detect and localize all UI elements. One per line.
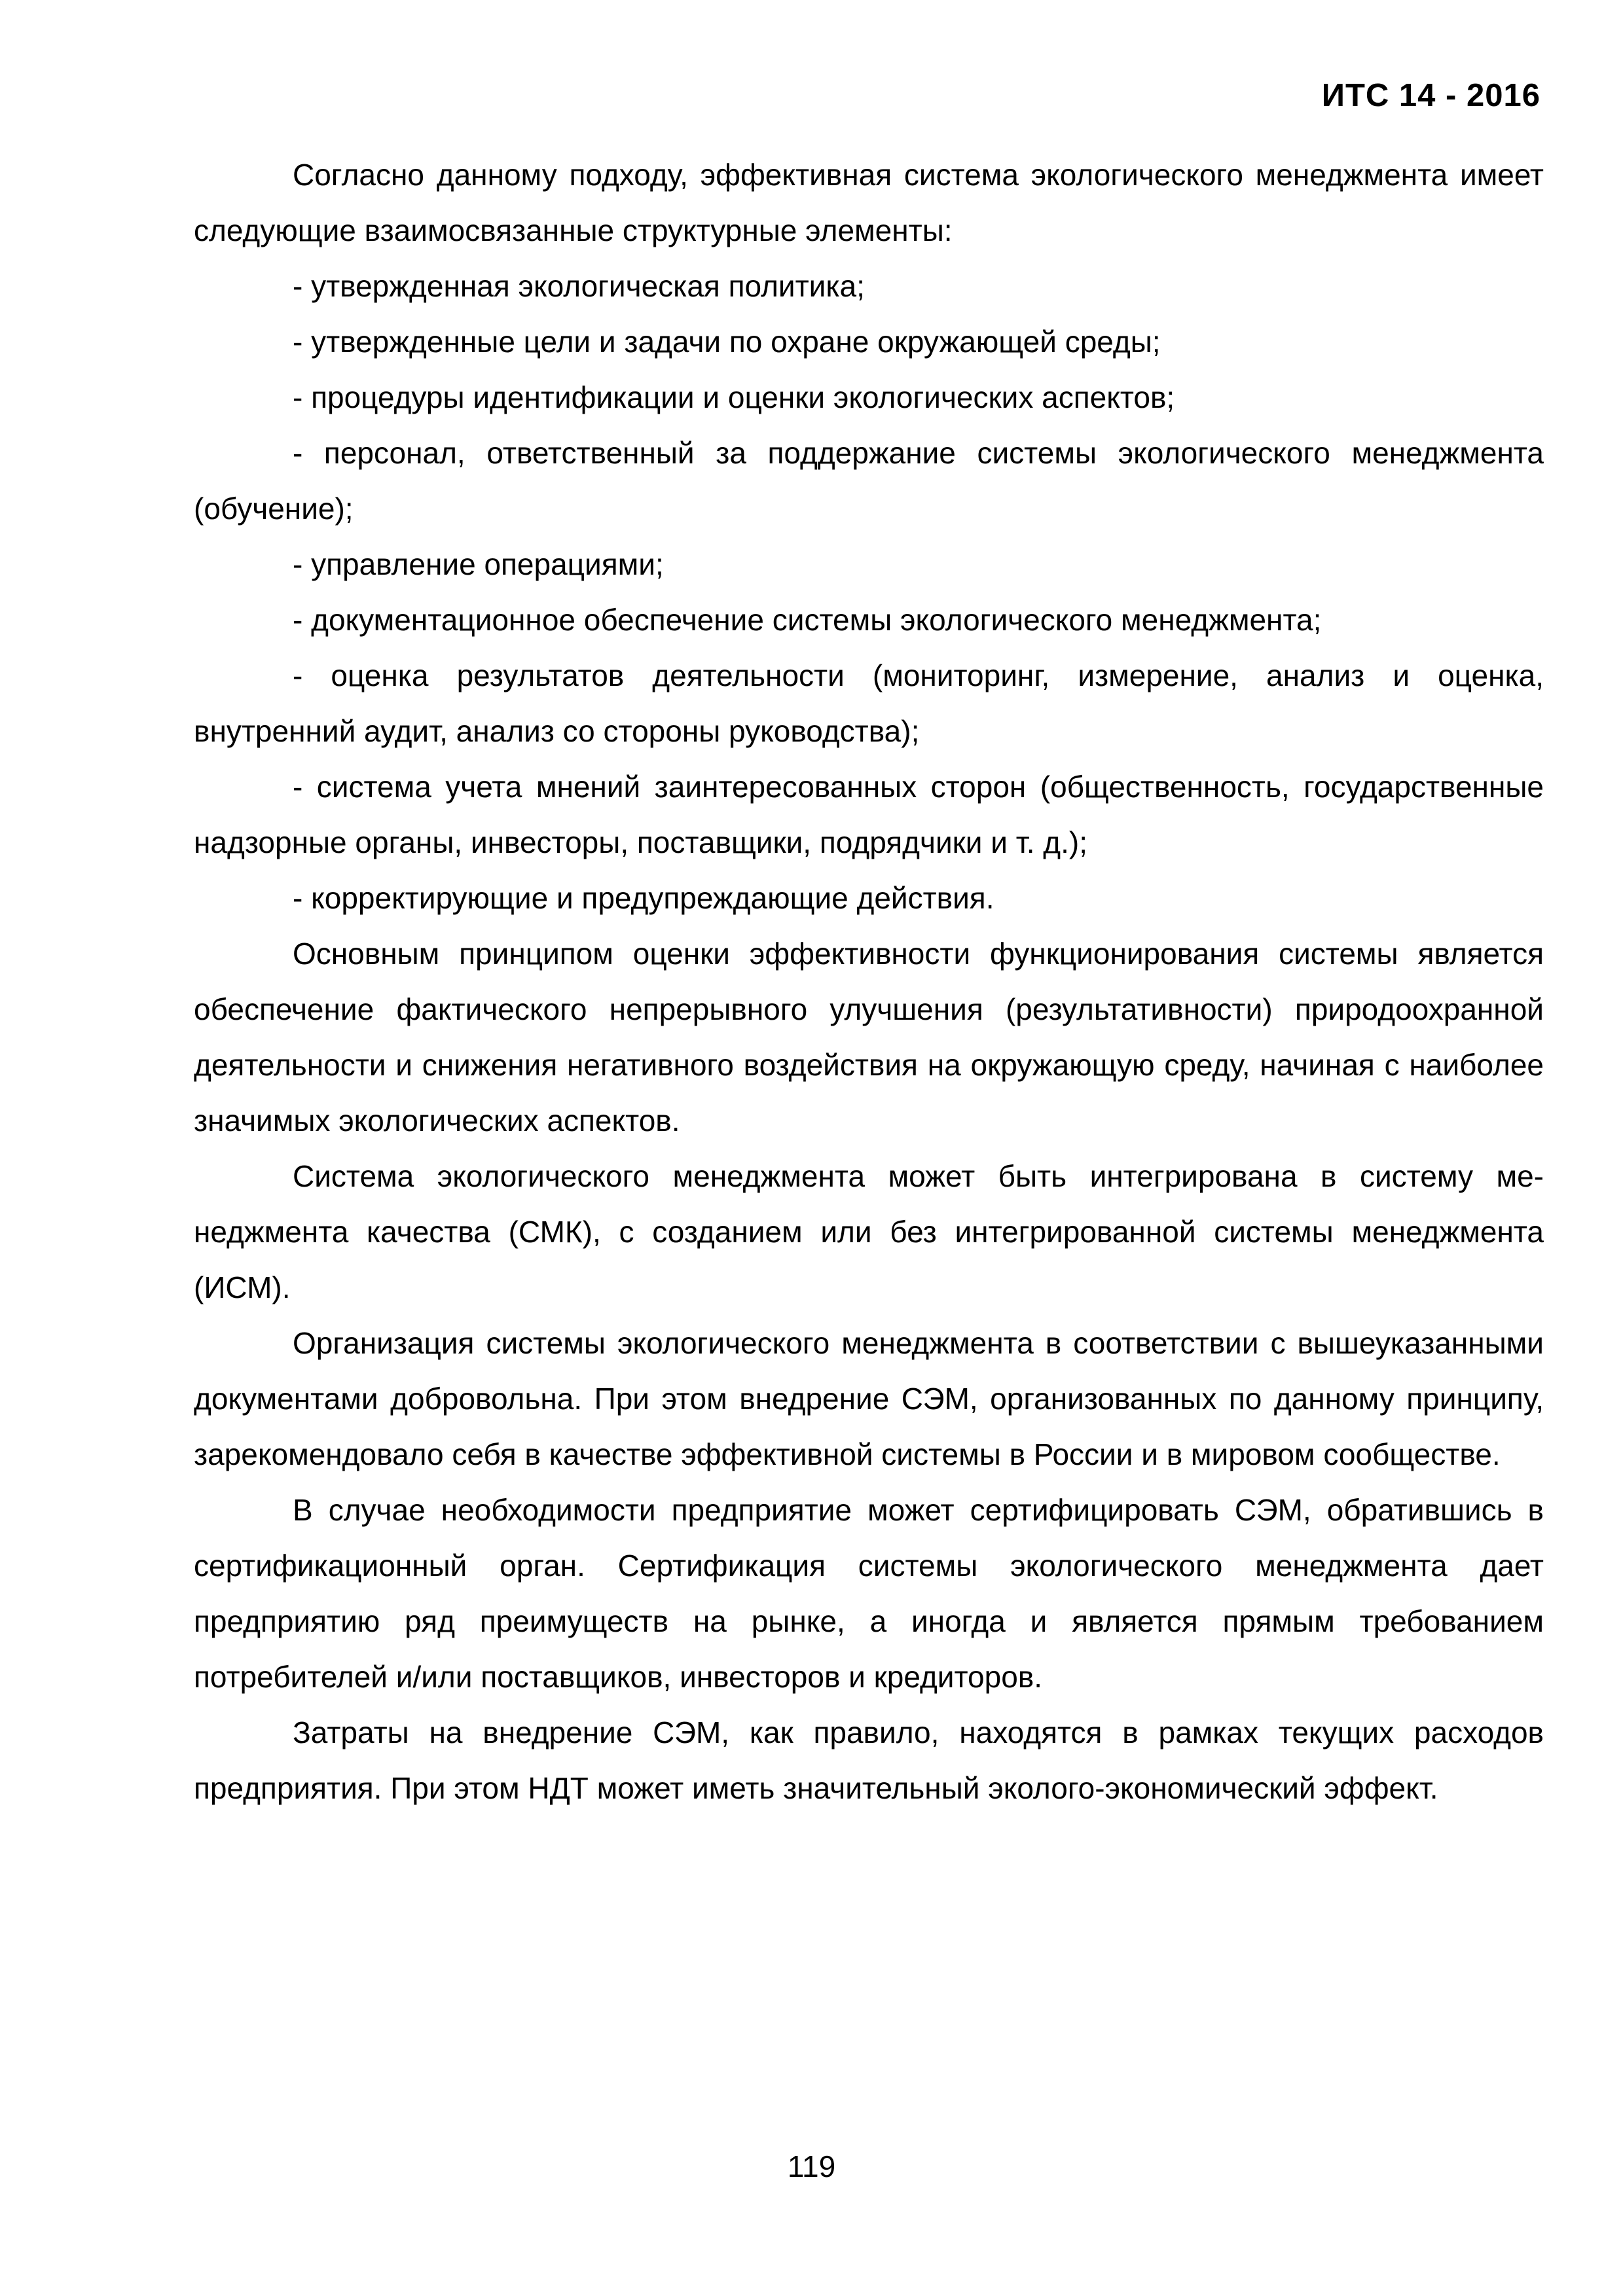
- list-item-policy: - утвержденная экологическая политика;: [293, 269, 865, 303]
- document-code-header: ИТС 14 - 2016: [1321, 78, 1541, 113]
- list-item-goals: - утвержденные цели и задачи по охране окружающей среды;: [293, 325, 1161, 359]
- paragraph-principle: Основным принципом оценки эффективности функционирования системы является обеспечение фактического непрерывного улучшения (результативности) природоохранной деятельности и снижения негативного воздействия на окружающую среду, начиная с наиболее значимых экологических аспектов.: [194, 937, 1544, 1138]
- list-item-personnel: - персонал, ответственный за поддержание системы экологического менеджмента (обучение);: [194, 436, 1544, 526]
- document-body: [194, 147, 1544, 1816]
- list-item-stakeholders: - система учета мнений заинтересованных сторон (общественность, государственные надзорные органы, инвесторы, поставщики, подрядчики и т. д.);: [194, 770, 1544, 859]
- paragraph-intro: Согласно данному подходу, эффективная система экологического менеджмента имеет следующие взаимосвязанные структурные элементы:: [194, 158, 1544, 247]
- paragraph-organization: Организация системы экологического менеджмента в соответствии с вышеуказанными документами добровольна. При этом внедрение СЭМ, организованных по данному принципу, зарекомендовало себя в качестве эффективной системы в России и в мировом сообществе.: [194, 1326, 1544, 1471]
- page-number: 119: [787, 2149, 836, 2183]
- list-item-procedures: - процедуры идентификации и оценки экологических аспектов;: [293, 380, 1175, 414]
- paragraph-certification: В случае необходимости предприятие может сертифицировать СЭМ, обратившись в сертификационный орган. Сертификация системы экологического менеджмента дает предприятию ряд преимуществ на рынке, а иногда и является прямым требованием потребителей и/или поставщиков, инвесторов и кредиторов.: [194, 1493, 1544, 1694]
- list-item-documentation: - документационное обеспечение системы экологического менеджмента;: [293, 603, 1322, 637]
- list-item-evaluation: - оценка результатов деятельности (мониторинг, измерение, анализ и оценка, внутренний аудит, анализ со стороны руководства);: [194, 658, 1544, 748]
- list-item-operations: - управление операциями;: [293, 547, 664, 581]
- list-item-corrective-actions: - корректирующие и предупреждающие действия.: [293, 881, 994, 915]
- paragraph-integration: Система экологического менеджмента может быть интегрирована в систему менеджмента качества (СМК), с созданием или без интегрированной системы менеджмента (ИСМ).: [194, 1159, 1544, 1304]
- paragraph-costs: Затраты на внедрение СЭМ, как правило, находятся в рамках текущих расходов предприятия. При этом НДТ может иметь значительный эколого-экономический эффект.: [194, 1715, 1544, 1805]
